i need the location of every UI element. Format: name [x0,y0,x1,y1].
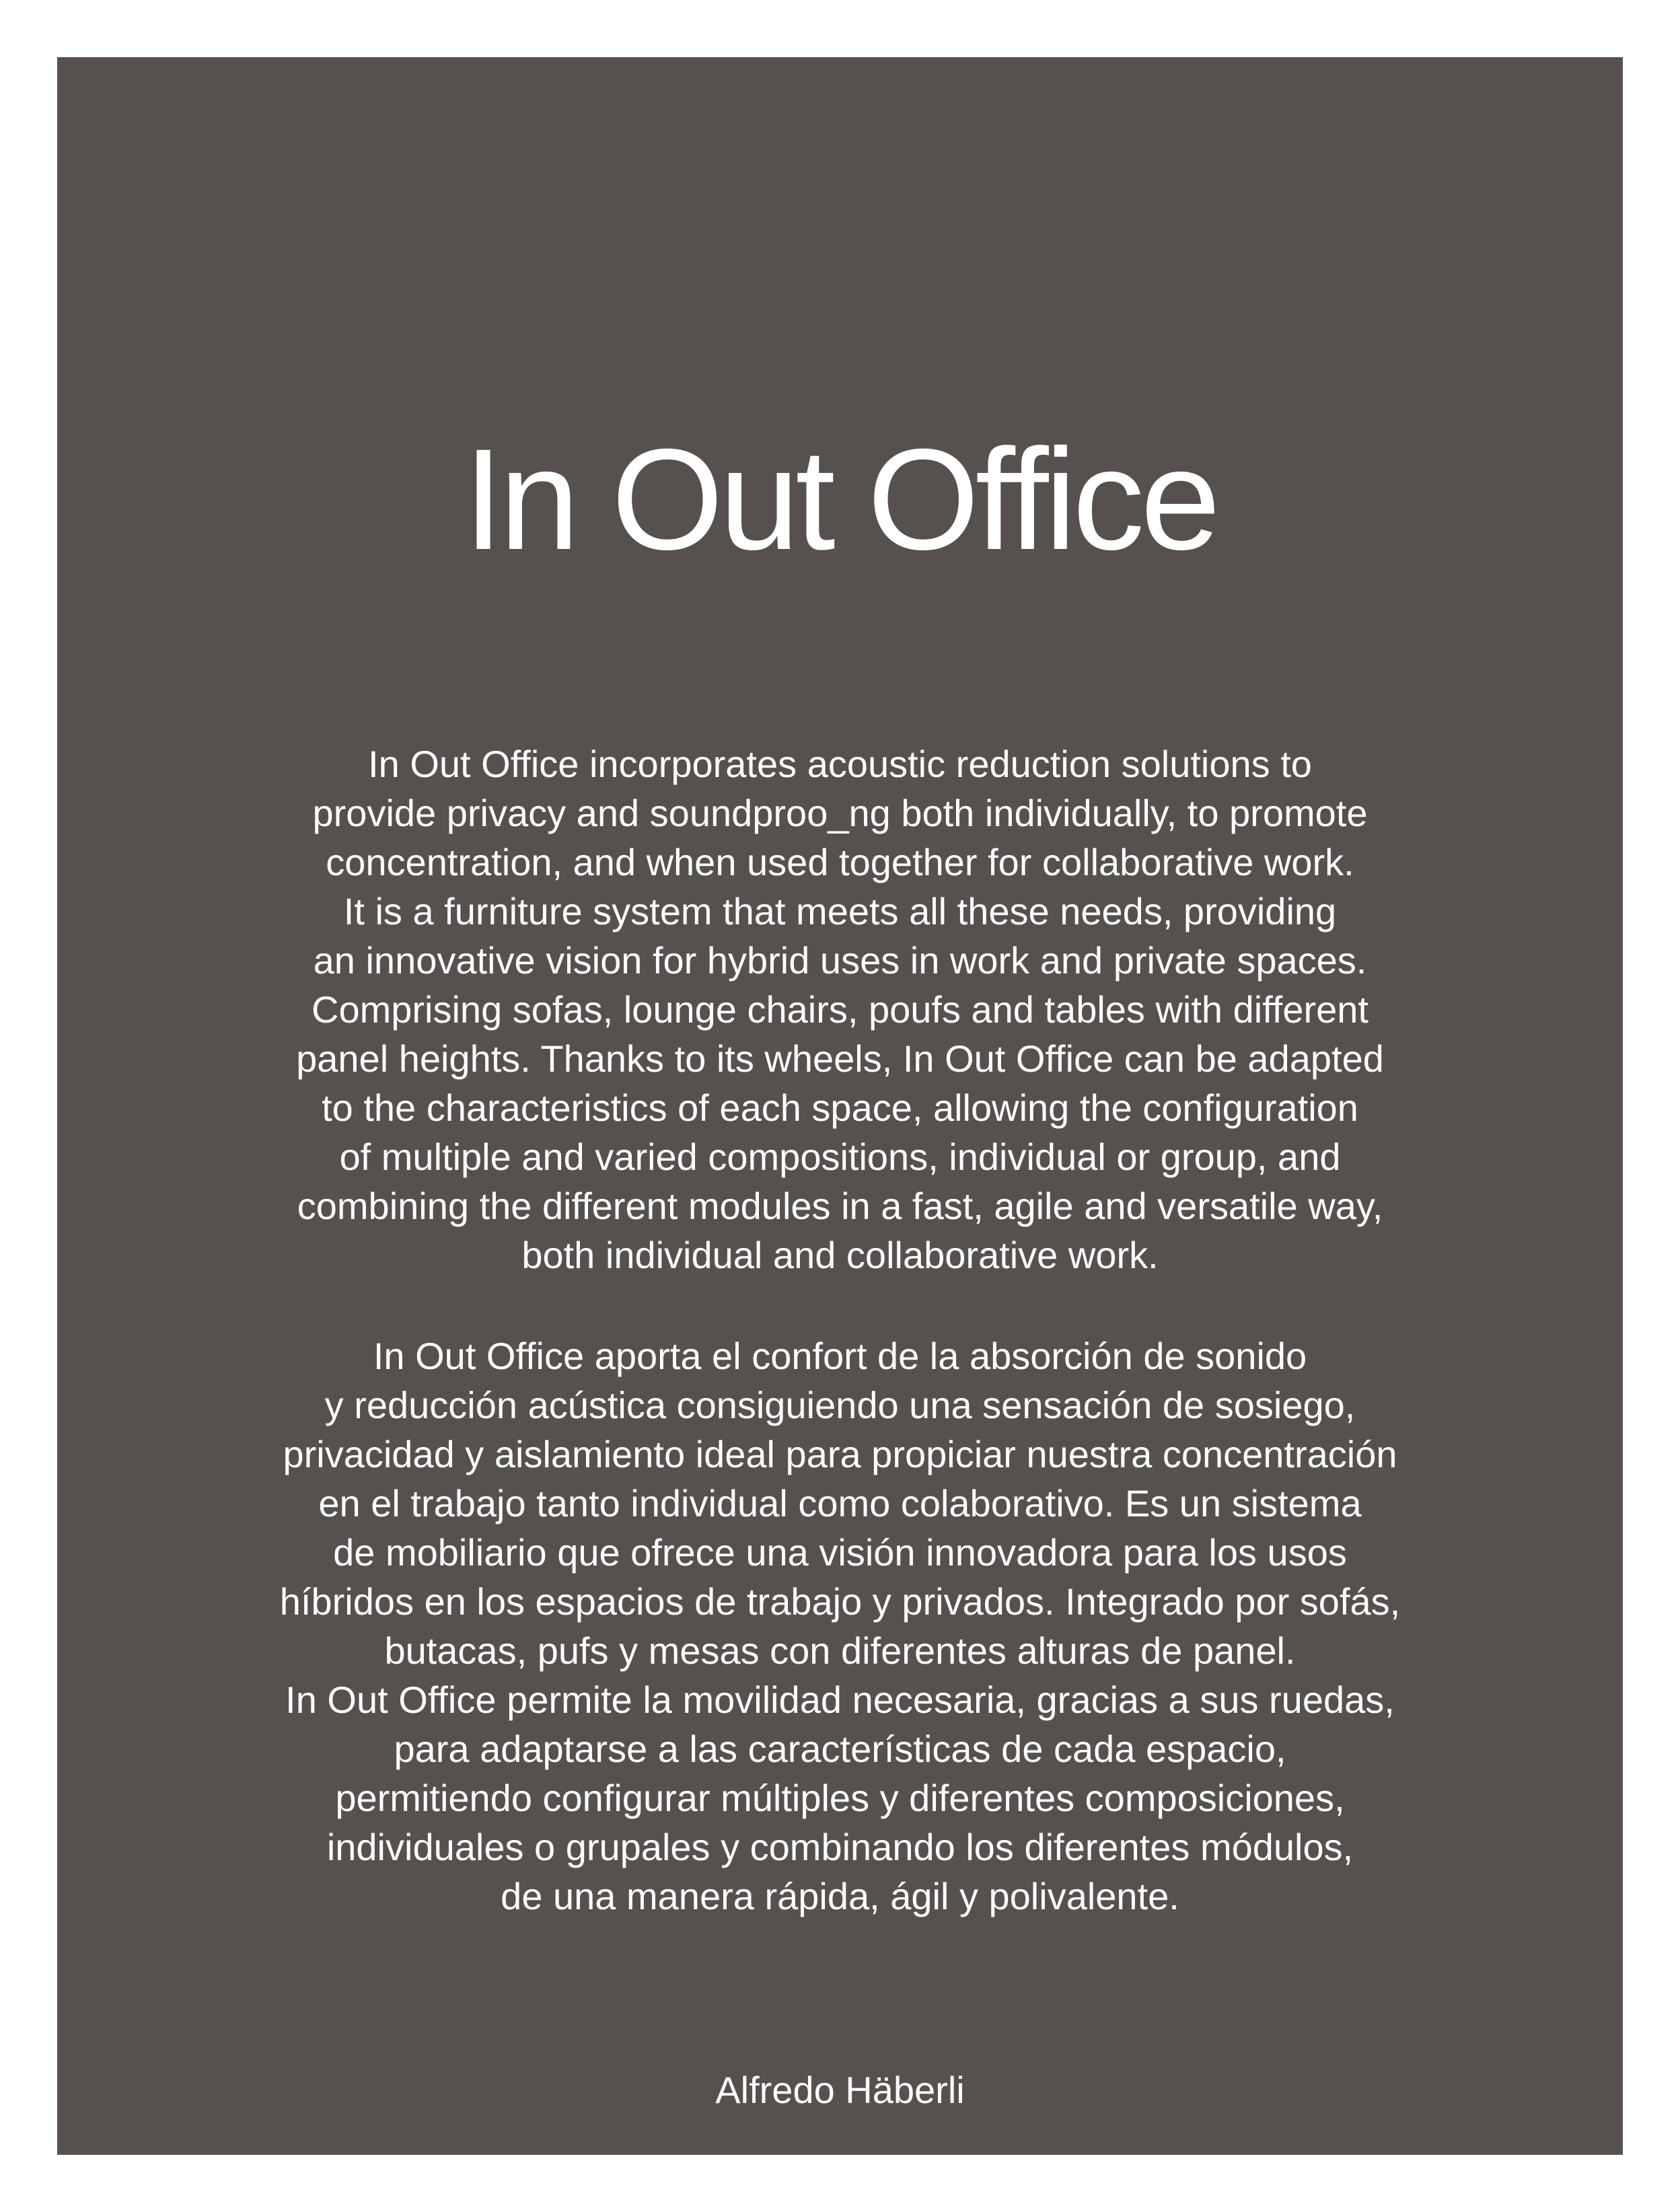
paragraph-english [57,739,1623,1280]
paragraph-line: It is a furniture system that meets all these needs, providing [343,890,1337,932]
paragraph-line: an innovative vision for hybrid uses in work and private spaces. [313,939,1367,982]
paragraph-line: panel heights. Thanks to its wheels, In Out Office can be adapted [296,1037,1384,1080]
paragraph-line: both individual and collaborative work. [521,1234,1159,1276]
paragraph-line: privacidad y aislamiento ideal para propiciar nuestra concentración [283,1433,1397,1475]
paragraph-line: In Out Office incorporates acoustic reduction solutions to [368,743,1312,785]
paragraph-line: híbridos en los espacios de trabajo y privados. Integrado por sofás, [279,1580,1401,1623]
author-name: Alfredo Häberli [715,2069,965,2111]
paragraph-line: de una manera rápida, ágil y polivalente. [501,1875,1179,1917]
paragraph-line: individuales o grupales y combinando los diferentes módulos, [326,1826,1354,1868]
paragraph-line: provide privacy and soundproo_ng both individually, to promote [312,792,1368,834]
paragraph-line: para adaptarse a las características de cada espacio, [394,1728,1286,1770]
paragraph-line: concentration, and when used together for collaborative work. [326,841,1354,883]
paragraph-line: combining the different modules in a fast, agile and versatile way, [297,1185,1383,1227]
paragraph-line: de mobiliario que ofrece una visión innovadora para los usos [333,1531,1347,1574]
paragraph-line: of multiple and varied compositions, individual or group, and [339,1136,1341,1178]
paragraph-line: to the characteristics of each space, allowing the configuration [322,1086,1358,1129]
page-title: In Out Office [463,419,1217,580]
paragraph-line: y reducción acústica consiguiendo una sensación de sosiego, [324,1384,1356,1426]
text-panel [57,57,1623,2155]
paragraph-line: permitiendo configurar múltiples y diferentes composiciones, [335,1777,1345,1819]
paragraph-line: Comprising sofas, lounge chairs, poufs and tables with different [312,988,1368,1031]
paragraph-line: In Out Office aporta el confort de la absorción de sonido [373,1335,1307,1377]
paragraph-spanish [57,1331,1623,1921]
paragraph-line: butacas, pufs y mesas con diferentes alturas de panel. [384,1629,1296,1672]
paragraph-line: en el trabajo tanto individual como colaborativo. Es un sistema [318,1482,1362,1524]
paragraph-line: In Out Office permite la movilidad necesaria, gracias a sus ruedas, [285,1679,1395,1721]
